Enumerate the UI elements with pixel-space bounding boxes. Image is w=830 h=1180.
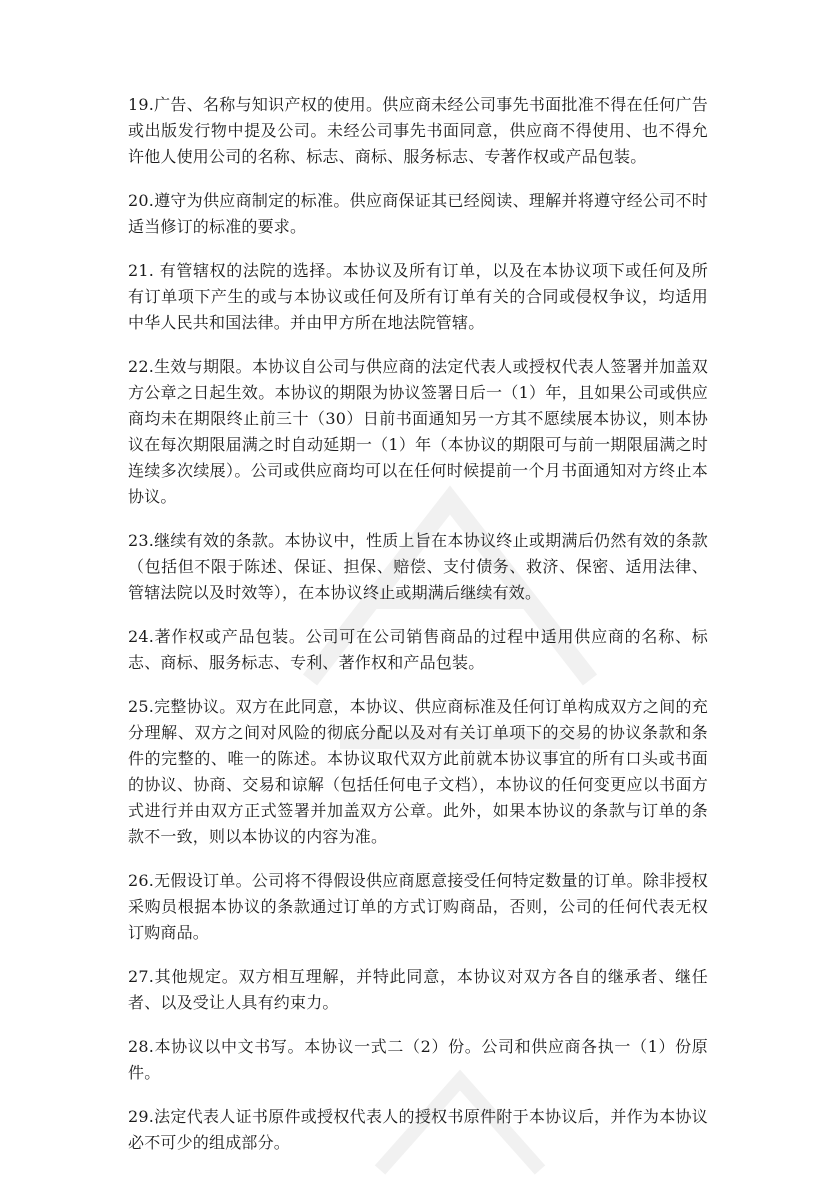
clause-25: 25.完整协议。双方在此同意，本协议、供应商标准及任何订单构成双方之间的充分理解、双方之间对风险的彻底分配以及对有关订单项下的交易的协议条款和条件的完整的、唯一的陈述。本协议取代双方此前就本协议事宜的所有口头或书面的协议、协商、交易和谅解（包括任何电子文档），本协议的任何变更应以书面方式进行并由双方正式签署并加盖双方公章。此外，如果本协议的条款与订单的条款不一致，则以本协议的内容为准。 (128, 697, 708, 846)
clause-26: 26.无假设订单。公司将不得假设供应商愿意接受任何特定数量的订单。除非授权采购员根据本协议的条款通过订单的方式订购商品，否则，公司的任何代表无权订购商品。 (128, 871, 708, 942)
clause-20: 20.遵守为供应商制定的标准。供应商保证其已经阅读、理解并将遵守经公司不时适当修订的标准的要求。 (128, 191, 708, 236)
clause-21: 21. 有管辖权的法院的选择。本协议及所有订单，以及在本协议项下或任何及所有订单项下产生的或与本协议或任何及所有订单有关的合同或侵权争议，均适用中华人民共和国法律。并由甲方所在地法院管辖。 (128, 261, 708, 332)
clause-29: 29.法定代表人证书原件或授权代表人的授权书原件附于本协议后，并作为本协议必不可少的组成部分。 (128, 1107, 708, 1152)
clause-22: 22.生效与期限。本协议自公司与供应商的法定代表人或授权代表人签署并加盖双方公章之日起生效。本协议的期限为协议签署日后一（1）年，且如果公司或供应商均未在期限终止前三十（30）日前书面通知另一方其不愿续展本协议，则本协议在每次期限届满之时自动延期一（1）年（本协议的期限可与前一期限届满之时连续多次续展）。公司或供应商均可以在任何时候提前一个月书面通知对方终止本协议。 (128, 357, 708, 506)
agreement-body (128, 92, 708, 1174)
clause-23: 23.继续有效的条款。本协议中，性质上旨在本协议终止或期满后仍然有效的条款（包括但不限于陈述、保证、担保、赔偿、支付债务、救济、保密、适用法律、管辖法院以及时效等），在本协议终止或期满后继续有效。 (128, 531, 708, 602)
clause-27: 27.其他规定。双方相互理解，并特此同意，本协议对双方各自的继承者、继任者、以及受让人具有约束力。 (128, 967, 708, 1012)
clause-19: 19.广告、名称与知识产权的使用。供应商未经公司事先书面批准不得在任何广告或出版发行物中提及公司。未经公司事先书面同意，供应商不得使用、也不得允许他人使用公司的名称、标志、商标、服务标志、专著作权或产品包装。 (128, 95, 708, 166)
clause-28: 28.本协议以中文书写。本协议一式二（2）份。公司和供应商各执一（1）份原件。 (128, 1037, 708, 1082)
clause-24: 24.著作权或产品包装。公司可在公司销售商品的过程中适用供应商的名称、标志、商标、服务标志、专利、著作权和产品包装。 (128, 627, 708, 672)
